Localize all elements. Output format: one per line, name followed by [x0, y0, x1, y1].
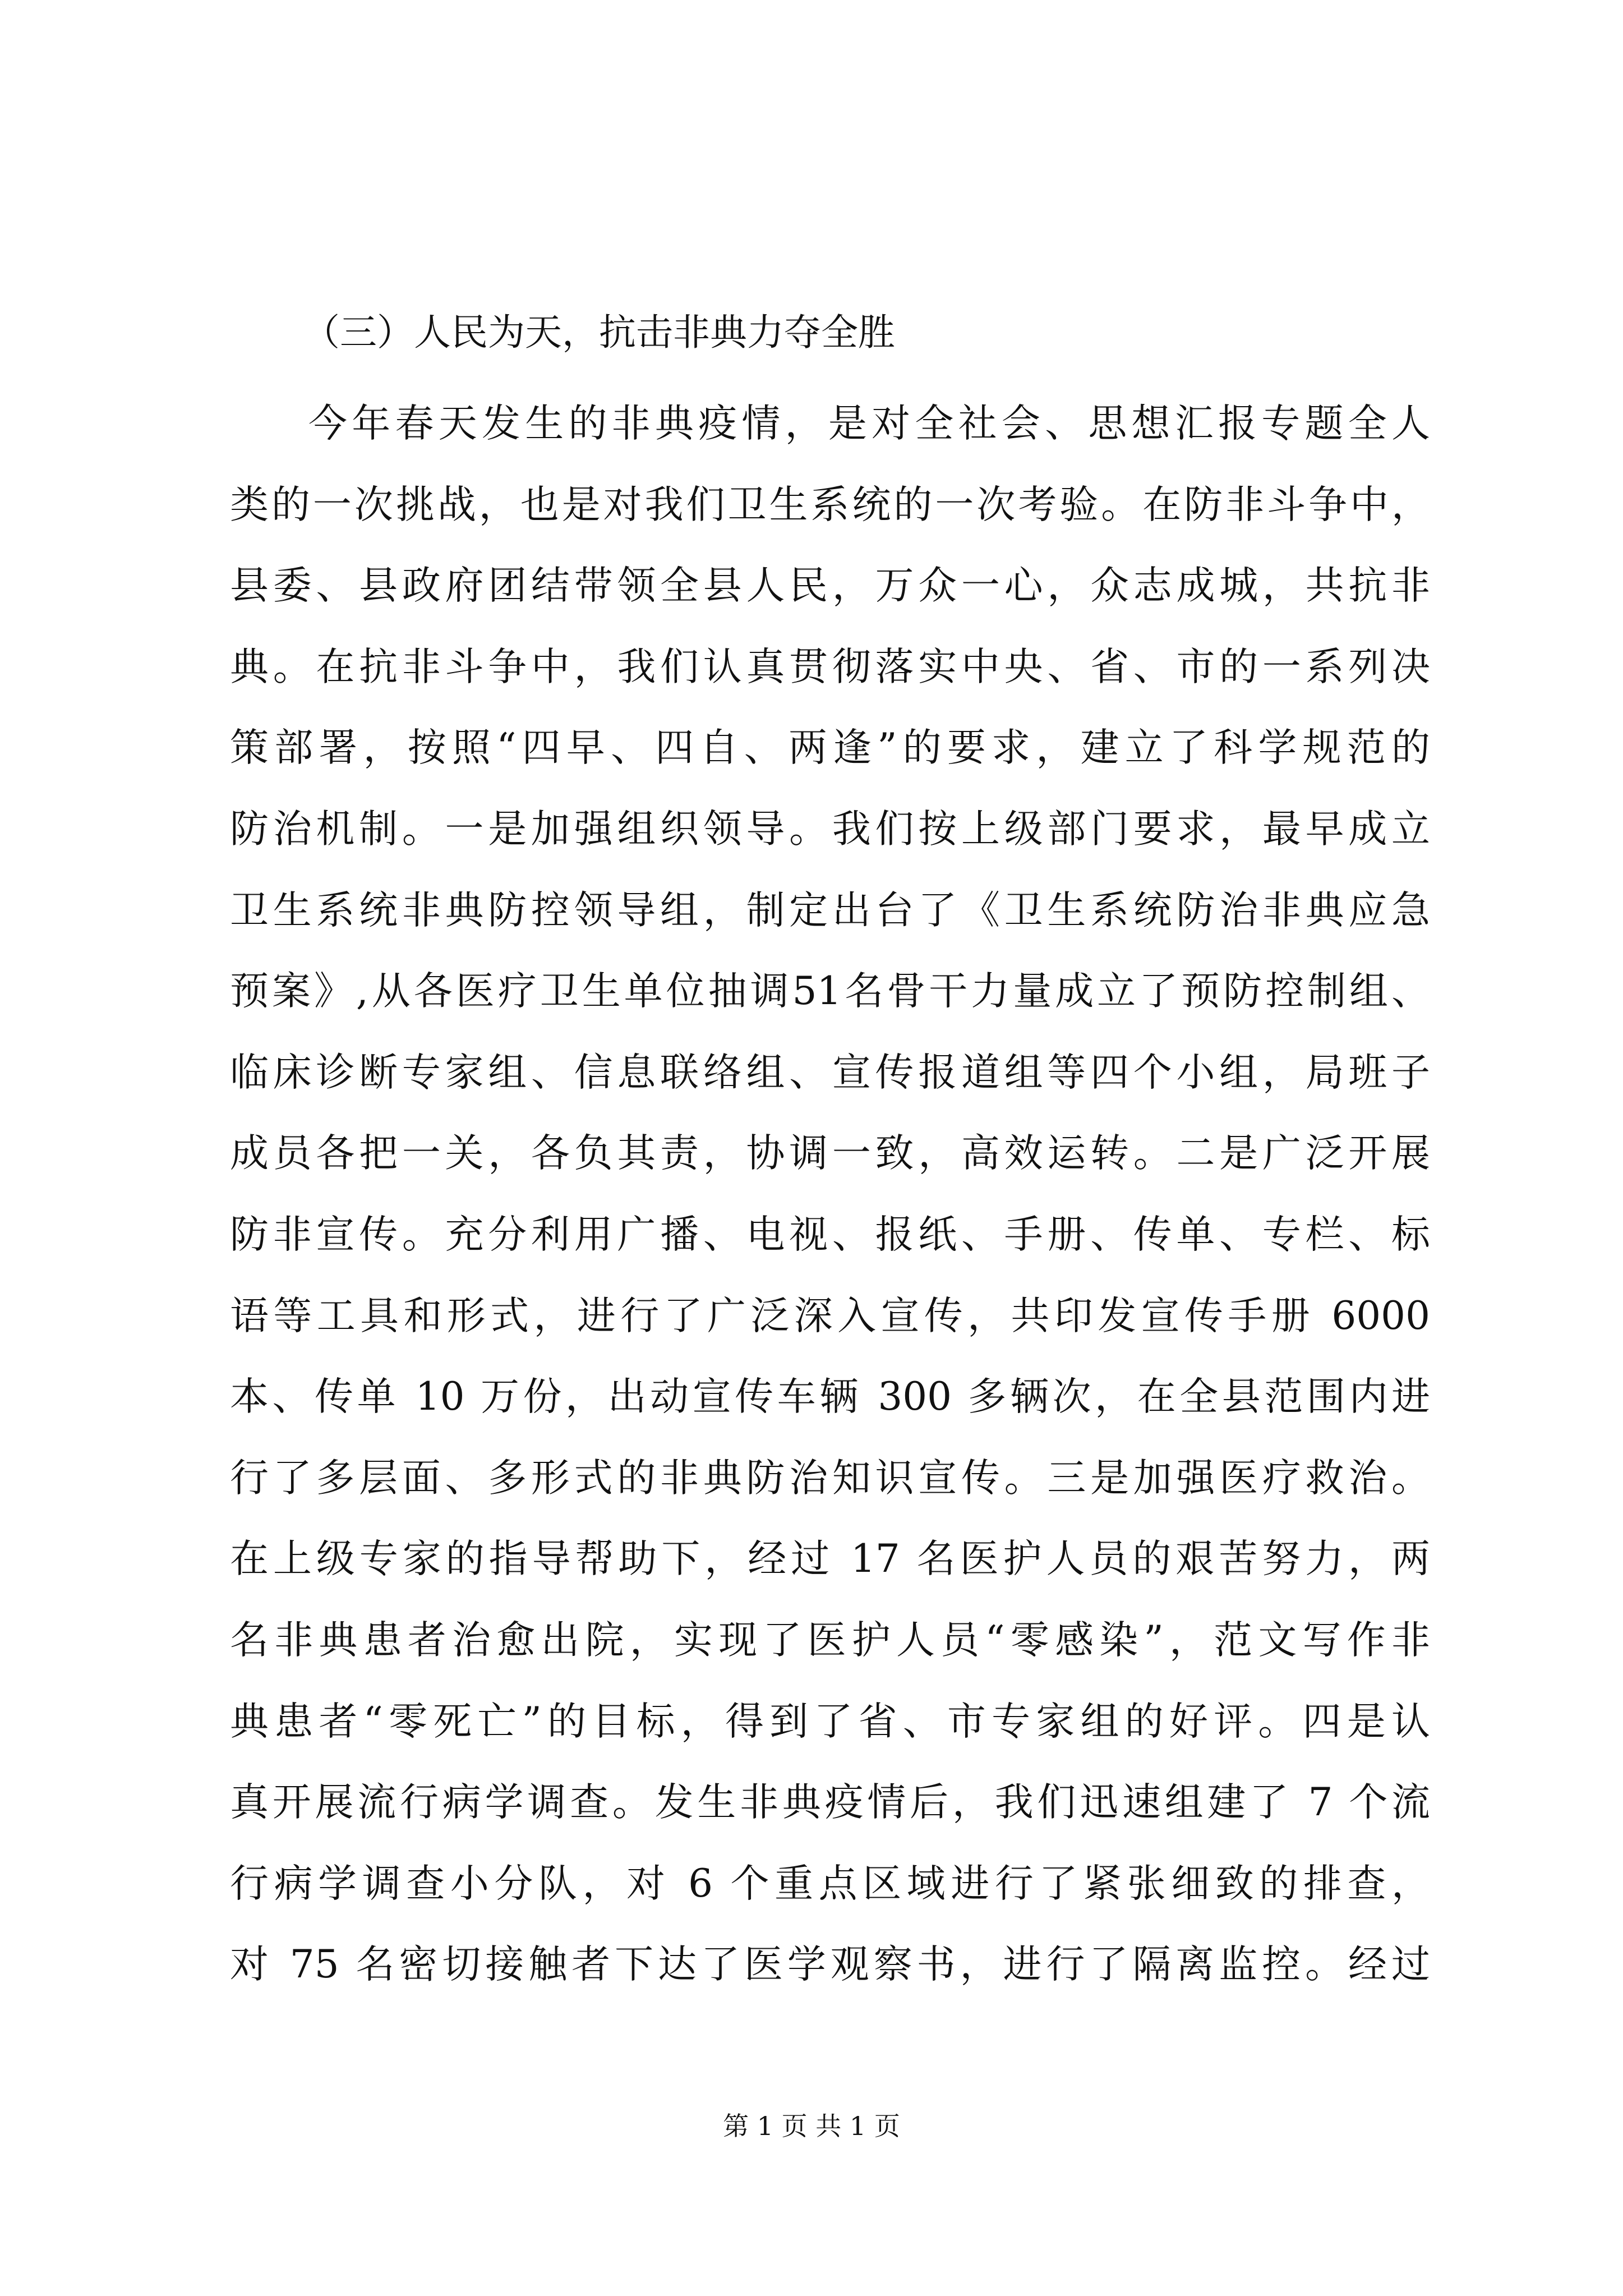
paragraph-line: 类的一次挑战，也是对我们卫生系统的一次考验。在防非斗争中， [230, 482, 1430, 527]
paragraph-line: 今年春天发生的非典疫情，是对全社会、思想汇报专题全人 [308, 401, 1430, 446]
paragraph-line: 本、传单 10 万份，出动宣传车辆 300 多辆次，在全县范围内进 [230, 1374, 1430, 1420]
paragraph-line: 县委、县政府团结带领全县人民，万众一心，众志成城，共抗非 [230, 563, 1430, 609]
paragraph-line: 真开展流行病学调查。发生非典疫情后，我们迅速组建了 7 个流 [230, 1780, 1430, 1825]
section-heading: （三）人民为天，抗击非典力夺全胜 [303, 311, 895, 354]
paragraph-line: 策部署，按照“四早、四自、两逢”的要求，建立了科学规范的 [230, 725, 1430, 771]
page-footer: 第 1 页 共 1 页 [723, 2111, 900, 2141]
paragraph-line: 典患者“零死亡”的目标，得到了省、市专家组的好评。四是认 [230, 1699, 1430, 1744]
paragraph-line: 临床诊断专家组、信息联络组、宣传报道组等四个小组，局班子 [230, 1050, 1430, 1095]
paragraph-line: 典。在抗非斗争中，我们认真贯彻落实中央、省、市的一系列决 [230, 644, 1430, 689]
paragraph-line: 成员各把一关，各负其责，协调一致，高效运转。二是广泛开展 [230, 1131, 1430, 1176]
paragraph-line: 行了多层面、多形式的非典防治知识宣传。三是加强医疗救治。 [230, 1455, 1430, 1501]
paragraph-line: 行病学调查小分队，对 6 个重点区域进行了紧张细致的排查， [230, 1861, 1430, 1906]
paragraph-line: 对 75 名密切接触者下达了医学观察书，进行了隔离监控。经过 [230, 1942, 1430, 1987]
paragraph-line: 名非典患者治愈出院，实现了医护人员“零感染”，范文写作非 [230, 1618, 1430, 1663]
paragraph-line: 防非宣传。充分利用广播、电视、报纸、手册、传单、专栏、标 [230, 1212, 1430, 1257]
paragraph-line: 卫生系统非典防控领导组，制定出台了《卫生系统防治非典应急 [230, 887, 1430, 933]
paragraph-line: 语等工具和形式，进行了广泛深入宣传，共印发宣传手册 6000 [230, 1293, 1430, 1338]
paragraph-line: 防治机制。一是加强组织领导。我们按上级部门要求，最早成立 [230, 807, 1430, 852]
paragraph-line: 在上级专家的指导帮助下，经过 17 名医护人员的艰苦努力，两 [230, 1536, 1430, 1582]
paragraph-line: 预案》,从各医疗卫生单位抽调51名骨干力量成立了预防控制组、 [230, 969, 1430, 1014]
